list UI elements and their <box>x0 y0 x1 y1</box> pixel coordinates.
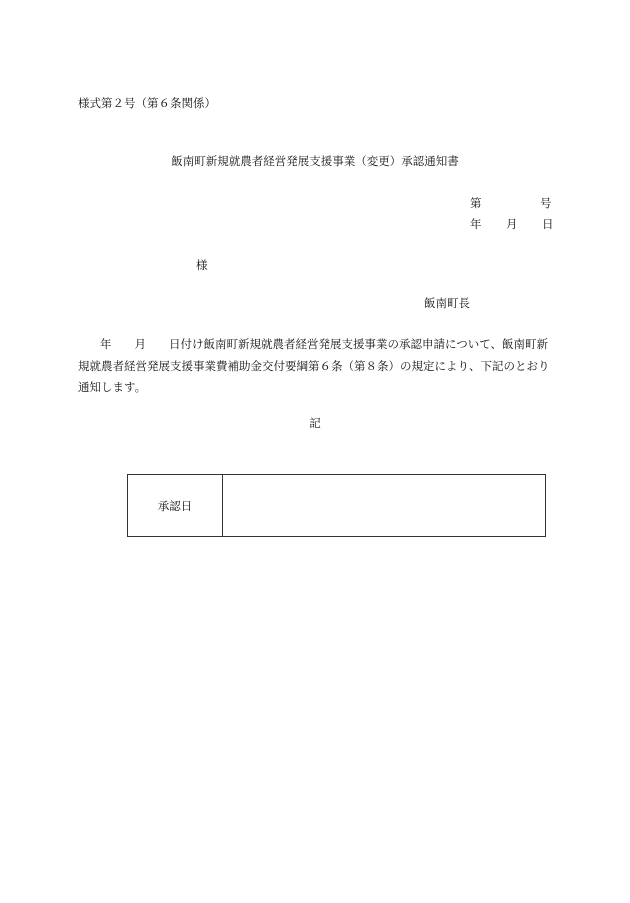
body-paragraph <box>78 334 552 399</box>
ki-heading: 記 <box>309 416 321 430</box>
document-title: 飯南町新規就農者経営発展支援事業（変更）承認通知書 <box>171 154 459 168</box>
body-month-label: 月 <box>134 337 146 351</box>
issuer-name: 飯南町長 <box>424 296 470 310</box>
date-month-label: 月 <box>506 217 518 231</box>
approval-table <box>127 474 546 537</box>
approval-date-value <box>223 475 546 537</box>
table-row <box>128 475 546 537</box>
document-number-suffix: 号 <box>540 196 552 210</box>
body-gap <box>112 337 135 351</box>
form-number: 様式第２号（第６条関係） <box>78 96 216 110</box>
body-gap <box>146 337 169 351</box>
recipient-honorific: 様 <box>196 258 208 272</box>
body-year-label: 年 <box>100 337 112 351</box>
date-day-label: 日 <box>542 217 554 231</box>
approval-date-label: 承認日 <box>128 475 223 537</box>
body-main-text: 日付け飯南町新規就農者経営発展支援事業の承認申請について、飯南町新規就農者経営発展支援事業費補助金交付要綱第６条（第８条）の規定により、下記のとおり通知します。 <box>78 337 550 394</box>
date-year-label: 年 <box>470 217 482 231</box>
document-number-prefix: 第 <box>470 196 482 210</box>
